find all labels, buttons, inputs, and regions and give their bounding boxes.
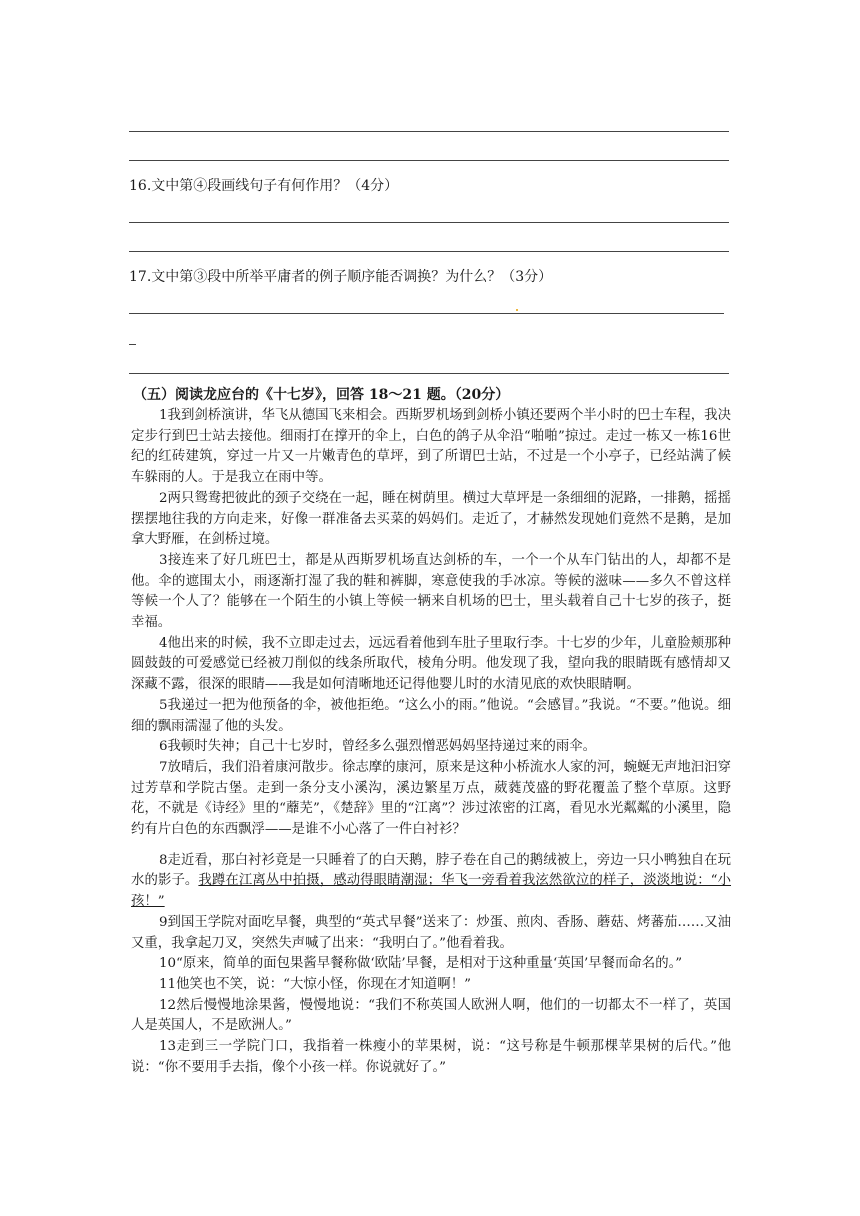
paragraph-4: 4他出来的时候，我不立即走过去，远远看着他到车肚子里取行李。十七岁的少年，儿童脸颊那种圆鼓鼓的可爱感觉已经被刀削似的线条所取代，棱角分明。他发现了我，望向我的眼睛既有感情却又深藏不露，很深的眼睛——我是如何清晰地还记得他婴儿时的水清见底的欢快眼睛啊。 — [131, 635, 731, 693]
paragraph-6: 6我顿时失神；自己十七岁时，曾经多么强烈憎恶妈妈坚持递过来的雨伞。 — [159, 739, 597, 755]
stray-mark — [516, 309, 518, 311]
answer-line[interactable] — [129, 222, 729, 223]
answer-line[interactable] — [129, 313, 724, 314]
paragraph-1: 1我到剑桥演讲，华飞从德国飞来相会。西斯罗机场到剑桥小镇还要两个半小时的巴士车程，我决定步行到巴士站去接他。细雨打在撑开的伞上，白色的鸽子从伞沿“啪啪”掠过。走过一栋又一栋16世纪的红砖建筑，穿过一片又一片嫩青色的草坪，到了所谓巴士站，不过是一个小亭子，已经站满了候车躲雨的人。于是我立在雨中等。 — [131, 408, 731, 486]
paragraph-3: 3接连来了好几班巴士，都是从西斯罗机场直达剑桥的车，一个一个从车门钻出的人，却都不是他。伞的遮围太小，雨逐渐打湿了我的鞋和裤脚，寒意使我的手冰凉。等候的滋味——多久不曾这样等候一个人了？能够在一个陌生的小镇上等候一辆来自机场的巴士，里头载着自己十七岁的孩子，挺幸福。 — [131, 552, 731, 631]
underlined-sentence: 我蹲在江离丛中拍摄，感动得眼睛潮湿；华飞一旁看着我泫然欲泣的样子，淡淡地说：“小孩！” — [131, 873, 732, 910]
paragraph-11: 11他笑也不笑，说：“大惊小怪，你现在才知道啊！” — [159, 976, 471, 992]
paragraph-13: 13走到三一学院门口，我指着一株瘦小的苹果树，说：“这号称是牛顿那棵苹果树的后代。”他说：“你不要用手去指，像个小孩一样。你说就好了。” — [131, 1039, 731, 1075]
paragraph-5: 5我递过一把为他预备的伞，被他拒绝。“这么小的雨。”他说。“会感冒。”我说。“不要。”他说。细细的飘雨濡湿了他的头发。 — [131, 697, 731, 734]
paragraph-8-text: 8走近看，那白衬衫竟是一只睡着了的白天鹅，脖子卷在自己的鹅绒被上，旁边一只小鸭独自在玩水的影子。 — [131, 852, 731, 889]
paragraph-9: 9到国王学院对面吃早餐，典型的“英式早餐”送来了：炒蛋、煎肉、香肠、蘑菇、烤蕃茄……又油又重，我拿起刀叉，突然失声喊了出来：“我明白了。”他看着我。 — [131, 914, 731, 951]
answer-line-stub — [129, 344, 136, 345]
article-body — [131, 406, 731, 1079]
answer-line[interactable] — [129, 131, 729, 132]
paragraph-2: 2两只鸳鸯把彼此的颈子交绕在一起，睡在树荫里。横过大草坪是一条细细的泥路，一排鹅，摇摇摆摆地往我的方向走来，好像一群准备去买菜的妈妈们。走近了，才赫然发现她们竟然不是鹅，是加拿大野雁，在剑桥过境。 — [131, 490, 731, 548]
answer-line[interactable] — [129, 373, 729, 374]
question-16: 16.文中第④段画线句子有何作用？（4分） — [129, 178, 399, 194]
paragraph-10: 10“原来，简单的面包果酱早餐称做‘欧陆’早餐，是相对于这种重量‘英国’早餐而命名的。” — [159, 956, 683, 972]
answer-line[interactable] — [129, 160, 729, 161]
paragraph-7: 7放晴后，我们沿着康河散步。徐志摩的康河，原来是这种小桥流水人家的河，蜿蜒无声地汩汩穿过芳草和学院古堡。走到一条分支小溪沟，溪边繁星万点，葳蕤茂盛的野花覆盖了整个草原。这野花，不就是《诗经》里的“蘼芜”，《楚辞》里的“江离”？涉过浓密的江离，看见水光粼粼的小溪里，隐约有片白色的东西飘浮——是谁不小心落了一件白衬衫？ — [131, 759, 731, 838]
answer-line[interactable] — [129, 251, 729, 252]
paragraph-8 — [131, 851, 731, 913]
section-title: （五）阅读龙应台的《十七岁》，回答 18～21 题。（20分） — [133, 387, 510, 403]
paragraph-12: 12然后慢慢地涂果酱，慢慢地说：“我们不称英国人欧洲人啊，他们的一切都太不一样了，英国人是英国人，不是欧洲人。” — [131, 997, 731, 1034]
question-17: 17.文中第③段中所举平庸者的例子顺序能否调换？为什么？（3分） — [129, 269, 553, 285]
